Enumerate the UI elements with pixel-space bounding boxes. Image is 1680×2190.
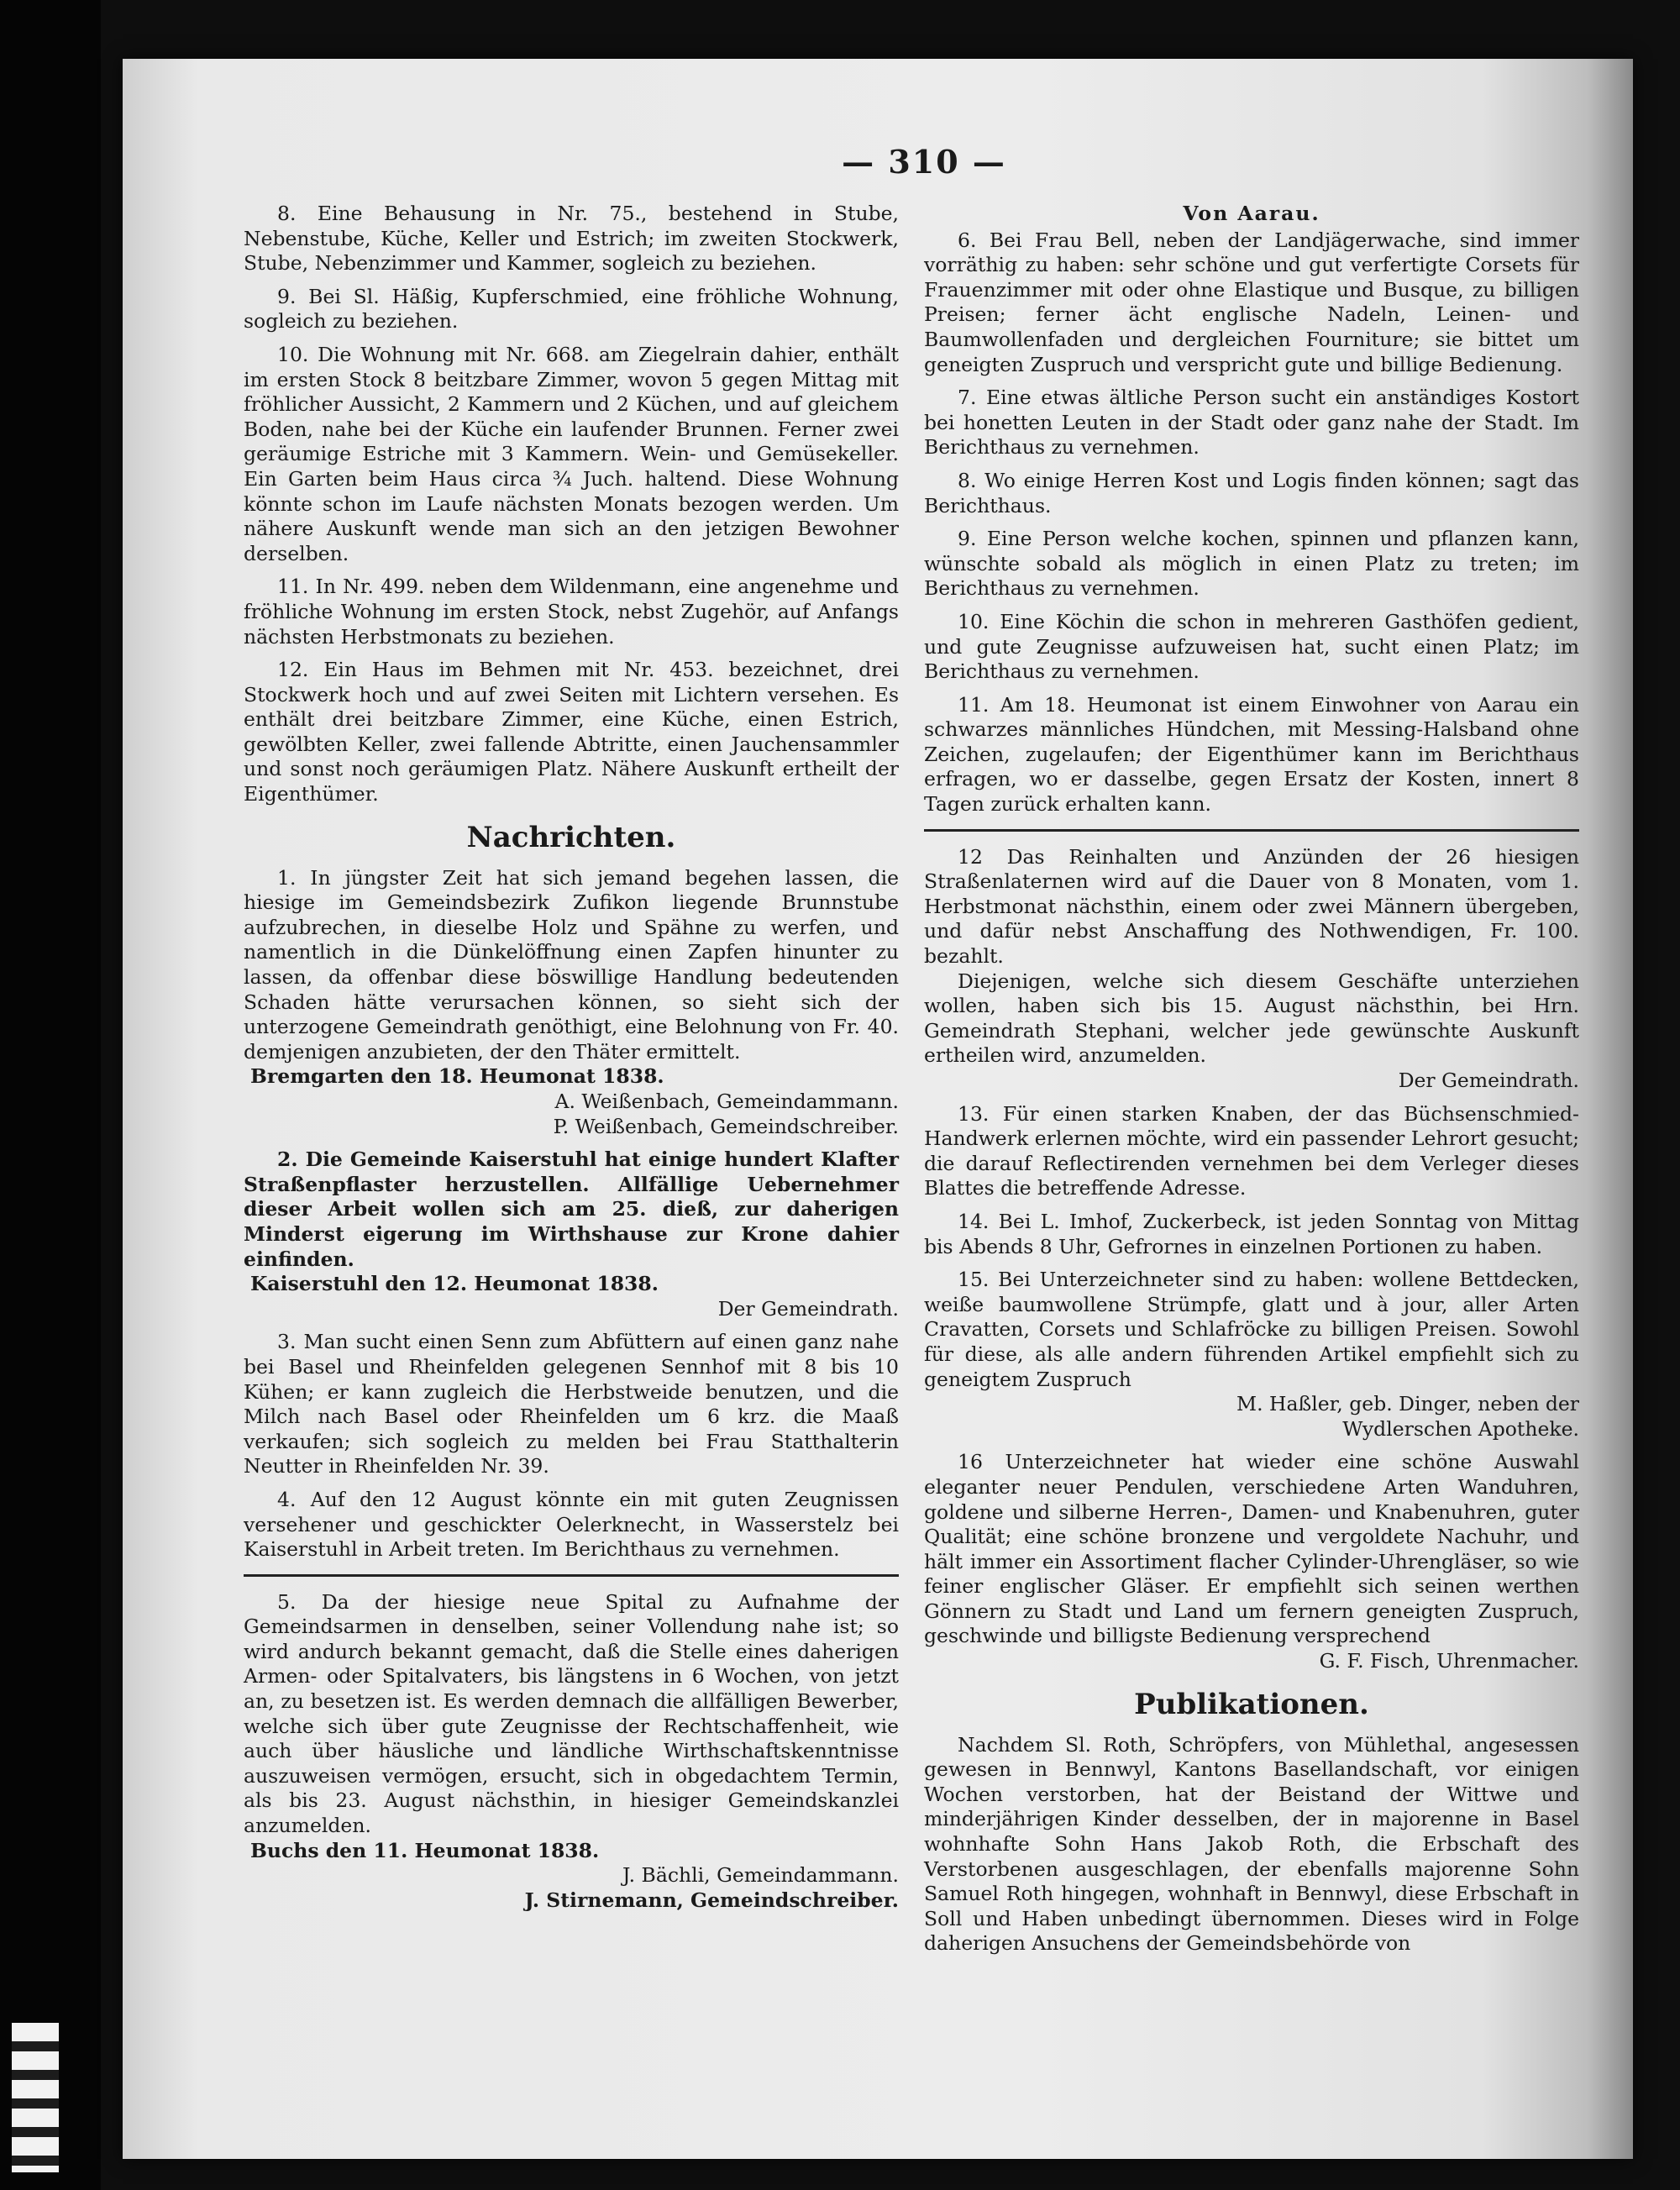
film-frame-marker [12,2023,59,2172]
notice-3: 3. Man sucht einen Senn zum Abfüttern auf einen ganz nahe bei Basel und Rheinfelden gelegenen Sennhof mit 8 bis 10 Kühen; er kann zugleich die Herbstweide benutzen, und die Milch nach Basel oder Rheinfelden um 6 krz. die Maaß verkaufen; sich sogleich zu melden bei Frau Statthalterin Neutter in Rheinfelden Nr. 39. [244,1330,899,1478]
ad-16-signature: G. F. Fisch, Uhrenmacher. [1319,1649,1579,1673]
section-heading-publikationen: Publikationen. [1134,1687,1369,1721]
section-heading-nachrichten: Nachrichten. [466,820,676,854]
listing-11: 11. In Nr. 499. neben dem Wildenmann, eine angenehme und fröhliche Wohnung im ersten Stock, nebst Zugehör, auf Anfangs nächsten Herbstmonats zu beziehen. [244,575,899,649]
notice-5-signature-1: J. Bächli, Gemeindammann. [622,1863,899,1888]
page-number: — 310 — [842,143,1006,181]
notice-1-signature-1: A. Weißenbach, Gemeindammann. [554,1090,899,1113]
ad-8: 8. Wo einige Herren Kost und Logis finden können; sagt das Berichthaus. [924,468,1579,517]
listing-9: 9. Bei Sl. Häßig, Kupferschmied, eine fröhliche Wohnung, sogleich zu beziehen. [244,284,899,333]
listing-8: 8. Eine Behausung in Nr. 75., bestehend in Stube, Nebenstube, Küche, Keller und Estrich; im zweiten Stockwerk, Stube, Nebenzimmer und Kammer, sogleich zu beziehen. [244,202,899,276]
listing-12: 12. Ein Haus im Behmen mit Nr. 453. bezeichnet, drei Stockwerk hoch und auf zwei Seiten mit Lichtern versehen. Es enthält drei beitzbare Zimmer, eine Küche, einen Estrich, gewölbten Keller, zwei fallende Abtritte, einen Jauchensammler und sonst noch geräumigen Platz. Nähere Auskunft ertheilt der Eigenthümer. [244,658,899,806]
ad-12-continued: Diejenigen, welche sich diesem Geschäfte unterziehen wollen, haben sich bis 15. August nächsthin, bei Hrn. Gemeindrath Stephani, welcher jede gewünschte Auskunft ertheilen wird, anzumelden. [924,969,1579,1068]
ad-15-signature-2: Wydlerschen Apotheke. [1342,1416,1579,1441]
notice-1-date: Bremgarten den 18. Heumonat 1838. [250,1064,664,1089]
listing-10: 10. Die Wohnung mit Nr. 668. am Ziegelrain dahier, enthält im ersten Stock 8 beitzbare Zimmer, wovon 5 gegen Mittag mit fröhlicher Aussicht, 2 Kammern und 2 Küchen, und auf gleichem Boden, nahe bei der Küche ein laufender Brunnen. Ferner zwei geräumige Estriche mit 3 Kammern. Wein- und Gemüsekeller. Ein Garten beim Haus circa ¾ Juch. haltend. Diese Wohnung könnte schon im Laufe nächsten Monats bezogen werden. Um nähere Auskunft wende man sich an den jetzigen Bewohner derselben. [244,342,899,565]
ad-12-signature: Der Gemeindrath. [1398,1069,1579,1092]
notice-4: 4. Auf den 12 August könnte ein mit guten Zeugnissen versehener und geschickter Oelerknecht, in Wasserstelz bei Kaiserstuhl in Arbeit treten. Im Berichthaus zu vernehmen. [244,1487,899,1562]
ad-6: 6. Bei Frau Bell, neben der Landjägerwache, sind immer vorräthig zu haben: sehr schöne und gut verfertigte Corsets für Frauenzimmer mit oder ohne Elastique und Busque, zu billigen Preisen; ferner ächt englische Nadeln, Leinen- und Baumwollenfaden und dergleichen Fourniture; sie bittet um geneigten Zuspruch und verspricht gute und billige Bedienung. [924,228,1579,376]
column-divider-rule [244,1574,899,1577]
notice-5-signature-2: J. Stirnemann, Gemeindschreiber. [524,1888,899,1912]
film-frame-edge [0,0,101,2190]
notice-2-signature: Der Gemeindrath. [717,1296,899,1321]
ad-14: 14. Bei L. Imhof, Zuckerbeck, ist jeden Sonntag von Mittag bis Abends 8 Uhr, Gefrornes in einzelnen Portionen zu haben. [924,1209,1579,1258]
ad-9: 9. Eine Person welche kochen, spinnen und pflanzen kann, wünschte sobald als möglich in einen Platz zu treten; im Berichthaus zu vernehmen. [924,527,1579,601]
notice-2: 2. Die Gemeinde Kaiserstuhl hat einige hundert Klafter Straßenpflaster herzustellen. Allfällige Uebernehmer dieser Arbeit wollen sich am 25. dieß, zur daherigen Minderst eigerung im Wirthshause zur Krone dahier einfinden. [244,1148,899,1271]
notice-2-date: Kaiserstuhl den 12. Heumonat 1838. [250,1272,659,1296]
ad-7: 7. Eine etwas ältliche Person sucht ein anständiges Kostort bei honetten Leuten in der Stadt oder ganz nahe der Stadt. Im Berichthaus zu vernehmen. [924,386,1579,460]
publication-roth: Nachdem Sl. Roth, Schröpfers, von Mühlethal, angesessen gewesen in Bennwyl, Kantons Basellandschaft, vor einigen Wochen verstorben, hat der Beistand der Wittwe und minderjährigen Kinder desselben, der in majorenne in Basel wohnhafte Sohn Hans Jakob Roth, die Erbschaft des Verstorbenen ausgeschlagen, der ebenfalls majorenne Sohn Samuel Roth hingegen, wohnhaft in Bennwyl, diese Erbschaft in Soll und Haben unbedingt übernommen. Dieses wird in Folge daherigen Ansuchens der Gemeindsbehörde von [924,1732,1579,1956]
ad-15: 15. Bei Unterzeichneter sind zu haben: wollene Bettdecken, weiße baumwollene Strümpfe, glatt und à jour, aller Arten Cravatten, Corsets und Schlafröcke zu billigen Preisen. Sowohl für diese, als alle andern führenden Artikel empfiehlt sich zu geneigtem Zuspruch [924,1268,1579,1391]
notice-1-signature-2: P. Weißenbach, Gemeindschreiber. [553,1114,899,1138]
ad-15-signature-1: M. Haßler, geb. Dinger, neben der [1236,1392,1579,1416]
ad-10: 10. Eine Köchin die schon in mehreren Gasthöfen gedient, und gute Zeugnisse aufzuweisen hat, sucht einen Platz; im Berichthaus zu vernehmen. [924,609,1579,684]
right-column [924,202,1579,1965]
notice-5-date: Buchs den 11. Heumonat 1838. [250,1838,600,1862]
ad-13: 13. Für einen starken Knaben, der das Büchsenschmied-Handwerk erlernen möchte, wird ein passender Lehrort gesucht; die darauf Reflectirenden vernehmen bei dem Verleger dieses Blattes die betreffende Adresse. [924,1101,1579,1200]
ad-16: 16 Unterzeichneter hat wieder eine schöne Auswahl eleganter neuer Pendulen, verschiedene Arten Wanduhren, goldene und silberne Herren-, Damen- und Knabenuhren, guter Qualität; eine schöne bronzene und vergoldete Nachuhr, und hält immer ein Assortiment flacher Cylinder-Uhrengläser, so wie feiner englischer Gläser. Er empfiehlt sich seinen werthen Gönnern zu Stadt und Land um fernern geneigten Zuspruch, geschwinde und billigste Bedienung versprechend [924,1450,1579,1648]
ad-11: 11. Am 18. Heumonat ist einem Einwohner von Aarau ein schwarzes männliches Hündchen, mit Messing-Halsband ohne Zeichen, zugelaufen; der Eigenthümer kann im Berichthaus erfragen, wo er dasselbe, gegen Ersatz der Kosten, innert 8 Tagen zurück erhalten kann. [924,692,1579,817]
ad-12: 12 Das Reinhalten und Anzünden der 26 hiesigen Straßenlaternen wird auf die Dauer von 8 Monaten, vom 1. Herbstmonat nächsthin, einem oder zwei Männern übergeben, und dafür nebst Anschaffung des Nothwendigen, Fr. 100. bezahlt. [924,844,1579,969]
notice-1: 1. In jüngster Zeit hat sich jemand begehen lassen, die hiesige im Gemeindsbezirk Zufikon liegende Brunnstube aufzubrechen, in dieselbe Holz und Spähne zu werfen, und namentlich in die Dünkelöffnung einen Zapfen hinunter zu lassen, da offenbar diese böswillige Handlung bedeutenden Schaden hätte verursachen können, so sieht sich der unterzogene Gemeindrath genöthigt, eine Belohnung von Fr. 40. demjenigen anzubieten, der den Thäter ermittelt. [244,865,899,1063]
left-column [244,202,899,1913]
notice-5: 5. Da der hiesige neue Spital zu Aufnahme der Gemeindsarmen in denselben, seiner Vollendung nahe ist; so wird andurch bekannt gemacht, daß die Stelle eines daherigen Armen- oder Spitalvaters, bis längstens in 6 Wochen, von jetzt an, zu besetzen ist. Es werden demnach die allfälligen Bewerber, welche sich über gute Zeugnisse der Rechtschaffenheit, wie auch über häusliche und ländliche Wirthschaftskenntnisse auszuweisen vermögen, ersucht, sich in obgedachtem Termin, als bis 23. August nächsthin, in hiesiger Gemeindskanzlei anzumelden. [244,1589,899,1838]
subheading-von-aarau: Von Aarau. [1183,202,1320,225]
right-divider-rule [924,829,1579,832]
